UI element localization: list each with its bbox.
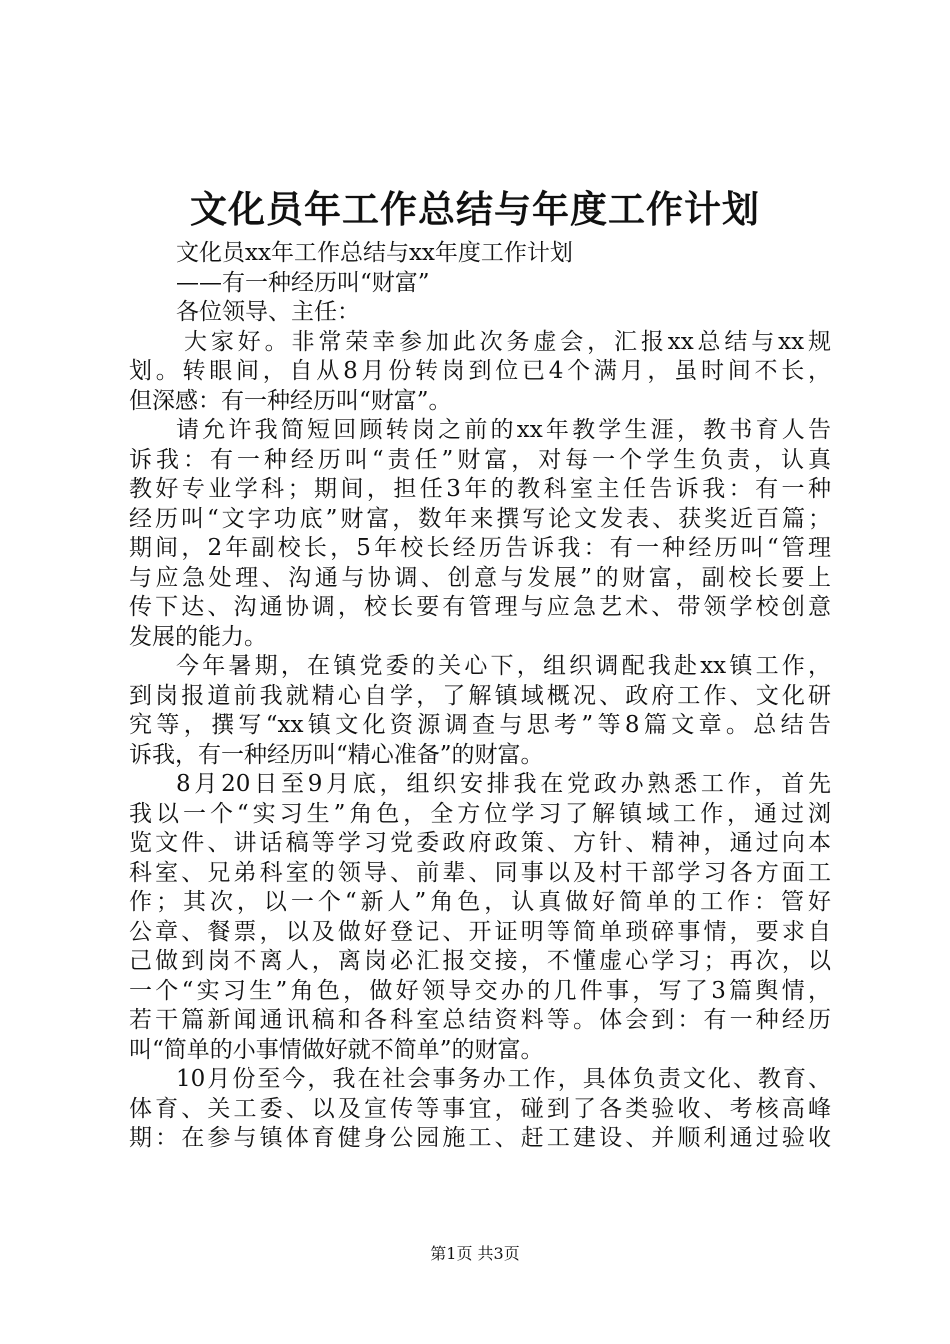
text-line: 教好专业学科；期间，担任3年的教科室主任告诉我：有一种 (129, 476, 831, 502)
text-line: 若干篇新闻通讯稿和各科室总结资料等。体会到：有一种经历 (129, 1007, 831, 1033)
text-line: 划。转眼间，自从8月份转岗到位已4个满月，虽时间不长， (129, 358, 831, 384)
text-line: 文化员xx年工作总结与xx年度工作计划 (176, 240, 573, 266)
document-title: 文化员年工作总结与年度工作计划 (190, 187, 760, 231)
text-line: 发展的能力。 (129, 623, 267, 650)
text-line: 到岗报道前我就精心自学，了解镇域概况、政府工作、文化研 (129, 682, 831, 709)
text-line: 但深感：有一种经历叫“财富”。 (129, 387, 452, 414)
text-line: 传下达、沟通协调，校长要有管理与应急艺术、带领学校创意 (129, 594, 831, 620)
document-body (129, 239, 831, 1154)
text-line: 期间，2年副校长，5年校长经历告诉我：有一种经历叫“管理 (129, 535, 831, 561)
text-line: 我以一个“实习生”角色，全方位学习了解镇域工作，通过浏 (129, 800, 831, 827)
text-line: 公章、餐票，以及做好登记、开证明等简单琐碎事情，要求自 (129, 918, 831, 945)
text-line: 10月份至今，我在社会事务办工作，具体负责文化、教育、 (176, 1066, 831, 1092)
text-line: 经历叫“文字功底”财富，数年来撰写论文发表、获奖近百篇； (129, 505, 831, 532)
text-line: 与应急处理、沟通与协调、创意与发展”的财富，副校长要上 (129, 564, 831, 591)
text-line: 究等，撰写“xx镇文化资源调查与思考”等8篇文章。总结告 (129, 712, 831, 738)
text-line: 大家好。非常荣幸参加此次务虚会，汇报xx总结与xx规 (184, 328, 831, 355)
page-footer: 第1页 共3页 (430, 1244, 520, 1263)
text-line: ——有一种经历叫“财富” (176, 269, 430, 296)
text-line: 叫“简单的小事情做好就不简单”的财富。 (129, 1036, 544, 1063)
text-line: 一个“实习生”角色，做好领导交办的几件事，写了3篇舆情， (129, 977, 831, 1004)
text-line: 请允许我简短回顾转岗之前的xx年教学生涯，教书育人告 (176, 417, 831, 443)
text-line: 诉我：有一种经历叫“责任”财富，对每一个学生负责，认真 (129, 446, 831, 473)
text-line: 今年暑期，在镇党委的关心下，组织调配我赴xx镇工作， (176, 653, 831, 679)
text-line: 体育、关工委、以及宣传等事宜，碰到了各类验收、考核高峰 (129, 1095, 831, 1122)
text-line: 8月20日至9月底，组织安排我在党政办熟悉工作，首先 (176, 771, 831, 797)
text-line: 各位领导、主任： (176, 299, 360, 325)
text-line: 己做到岗不离人，离岗必汇报交接，不懂虚心学习；再次，以 (129, 948, 831, 974)
text-line: 作；其次，以一个“新人”角色，认真做好简单的工作：管好 (129, 889, 831, 915)
text-line: 期：在参与镇体育健身公园施工、赶工建设、并顺利通过验收 (129, 1125, 831, 1151)
text-line: 科室、兄弟科室的领导、前辈、同事以及村干部学习各方面工 (129, 859, 831, 886)
text-line: 诉我，有一种经历叫“精心准备”的财富。 (129, 741, 544, 768)
text-line: 览文件、讲话稿等学习党委政府政策、方针、精神，通过向本 (129, 830, 831, 856)
